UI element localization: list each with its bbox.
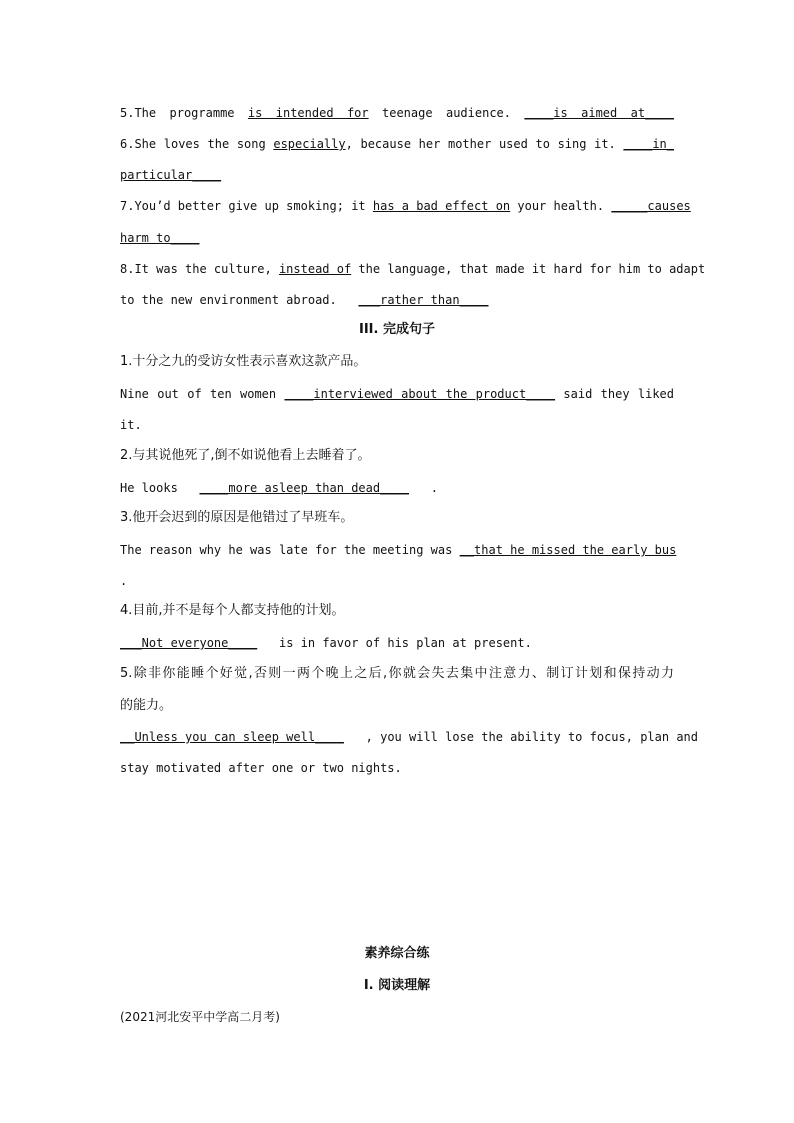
item-8: 8.It was the culture, instead of the language, that made it hard for him to adapt — [120, 262, 706, 276]
underlined-phrase: is intended for — [247, 106, 369, 120]
question-en-line2: stay motivated after one or two nights. — [120, 761, 402, 775]
underlined-phrase: has a bad effect on — [372, 199, 511, 213]
item-6-line2 — [120, 167, 674, 183]
source-note: (2021河北安平中学高二月考) — [120, 1010, 280, 1024]
question-zh-line2: 的能力。 — [120, 698, 173, 713]
question-en-line2: . — [120, 574, 128, 588]
question-zh: 1.十分之九的受访女性表示喜欢这款产品。 — [120, 354, 367, 369]
answer: ___rather than____ — [358, 293, 489, 307]
item-6: 6.She loves the song especially, because her mother used to sing it. ____in_ — [120, 137, 674, 151]
question-zh: 3.他开会迟到的原因是他错过了早班车。 — [120, 510, 354, 525]
item-7-line2 — [120, 230, 674, 246]
answer: ____in_ — [623, 137, 674, 151]
answer: __Unless you can sleep well____ — [120, 730, 344, 744]
question-en: __Unless you can sleep well____ , you will lose the ability to focus, plan and — [120, 730, 698, 744]
item-7: 7.You’d better give up smoking; it has a bad effect on your health. _____causes — [120, 199, 691, 213]
question-en: Nine out of ten women ____interviewed about the product____ said they liked — [120, 387, 674, 401]
answer: _____causes — [611, 199, 691, 213]
underlined-phrase: especially — [273, 137, 346, 151]
answer: particular____ — [120, 168, 222, 182]
answer: ____is aimed at____ — [524, 106, 674, 120]
answer: __that he missed the early bus — [459, 543, 677, 557]
question-en: The reason why he was late for the meeting was __that he missed the early bus — [120, 543, 677, 557]
question-en: ___Not everyone____ is in favor of his plan at present. — [120, 636, 532, 650]
question-en: He looks ____more asleep than dead____ . — [120, 481, 438, 495]
item-8-line2: to the new environment abroad. ___rather than____ — [120, 293, 489, 307]
question-zh: 5.除非你能睡个好觉,否则一两个晚上之后,你就会失去集中注意力、制订计划和保持动力 — [120, 666, 674, 681]
section-subtitle: I. 阅读理解 — [363, 978, 431, 993]
underlined-phrase: instead of — [278, 262, 352, 276]
answer: harm to____ — [120, 231, 200, 245]
answer: ___Not everyone____ — [120, 636, 258, 650]
section-heading: III. 完成句子 — [359, 322, 435, 337]
answer: ____more asleep than dead____ — [199, 481, 409, 495]
question-en-line2: it. — [120, 418, 142, 432]
question-zh: 4.目前,并不是每个人都支持他的计划。 — [120, 603, 345, 618]
answer: ____interviewed about the product____ — [284, 387, 556, 401]
question-zh: 2.与其说他死了,倒不如说他看上去睡着了。 — [120, 448, 371, 463]
section-title: 素养综合练 — [364, 946, 430, 961]
item-5: 5.The programme is intended for teenage audience. ____is aimed at____ — [120, 106, 674, 120]
